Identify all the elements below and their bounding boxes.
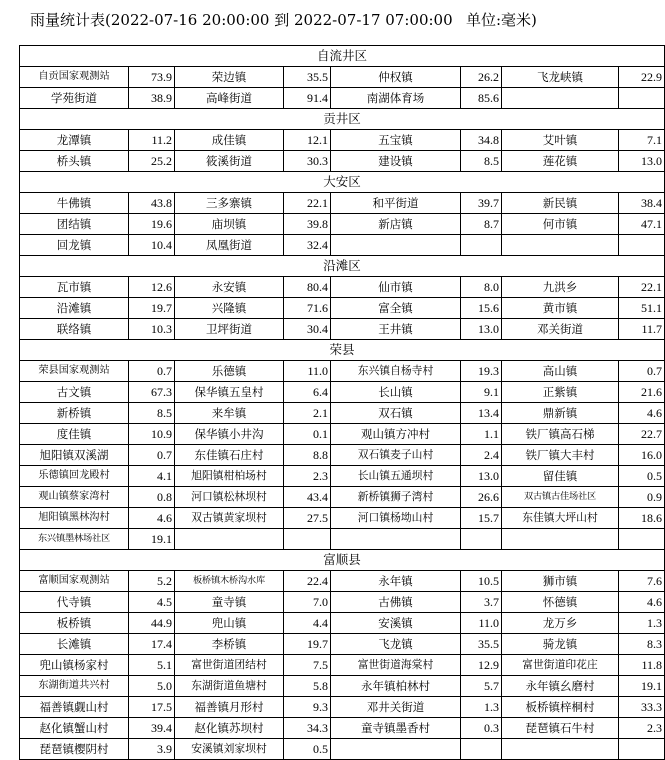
section-title: 富顺县 bbox=[20, 550, 665, 571]
rainfall-value: 39.8 bbox=[284, 214, 331, 235]
station-name: 狮市镇 bbox=[502, 571, 619, 592]
rainfall-value: 25.2 bbox=[129, 151, 175, 172]
rainfall-value: 22.7 bbox=[619, 424, 665, 445]
rainfall-value: 5.0 bbox=[129, 676, 175, 697]
rainfall-value: 1.1 bbox=[461, 424, 502, 445]
station-name: 五宝镇 bbox=[331, 130, 461, 151]
rainfall-value: 12.9 bbox=[461, 655, 502, 676]
rainfall-value: 5.7 bbox=[461, 676, 502, 697]
rainfall-value: 4.4 bbox=[284, 613, 331, 634]
rainfall-value: 19.7 bbox=[284, 634, 331, 655]
rainfall-value: 17.5 bbox=[129, 697, 175, 718]
rainfall-value: 38.9 bbox=[129, 88, 175, 109]
station-name: 铁厂镇大丰村 bbox=[502, 445, 619, 466]
table-row bbox=[20, 193, 665, 214]
rainfall-value: 4.1 bbox=[129, 466, 175, 487]
rainfall-value: 47.1 bbox=[619, 214, 665, 235]
station-name: 瓦市镇 bbox=[20, 277, 129, 298]
section-header-row bbox=[20, 46, 665, 67]
section-header-row bbox=[20, 256, 665, 277]
station-name bbox=[502, 88, 619, 109]
rainfall-value: 22.1 bbox=[619, 277, 665, 298]
station-name: 鼎新镇 bbox=[502, 403, 619, 424]
station-name: 旭阳镇黑林沟村 bbox=[20, 508, 129, 529]
rainfall-value: 11.8 bbox=[619, 655, 665, 676]
rainfall-value: 39.7 bbox=[461, 193, 502, 214]
station-name bbox=[502, 529, 619, 550]
station-name: 赵化镇苏坝村 bbox=[175, 718, 284, 739]
rainfall-value: 18.6 bbox=[619, 508, 665, 529]
station-name: 留佳镇 bbox=[502, 466, 619, 487]
rainfall-value: 0.7 bbox=[129, 445, 175, 466]
table-row bbox=[20, 613, 665, 634]
rainfall-value: 7.6 bbox=[619, 571, 665, 592]
rainfall-value: 2.4 bbox=[461, 445, 502, 466]
rainfall-value: 5.2 bbox=[129, 571, 175, 592]
rainfall-value: 43.4 bbox=[284, 487, 331, 508]
station-name: 永安镇 bbox=[175, 277, 284, 298]
table-row bbox=[20, 235, 665, 256]
rainfall-value: 0.3 bbox=[461, 718, 502, 739]
station-name: 黄市镇 bbox=[502, 298, 619, 319]
section-header-row bbox=[20, 550, 665, 571]
station-name: 安溪镇 bbox=[331, 613, 461, 634]
station-name: 何市镇 bbox=[502, 214, 619, 235]
table-row bbox=[20, 424, 665, 445]
rainfall-value: 4.6 bbox=[129, 508, 175, 529]
rainfall-value: 9.1 bbox=[461, 382, 502, 403]
station-name: 富世街道团结村 bbox=[175, 655, 284, 676]
rainfall-value: 8.0 bbox=[461, 277, 502, 298]
station-name: 东兴镇自杨寺村 bbox=[331, 361, 461, 382]
station-name: 成佳镇 bbox=[175, 130, 284, 151]
rainfall-value: 0.7 bbox=[619, 361, 665, 382]
rainfall-value: 30.4 bbox=[284, 319, 331, 340]
section-title: 自流井区 bbox=[20, 46, 665, 67]
section-header-row bbox=[20, 340, 665, 361]
table-row bbox=[20, 319, 665, 340]
rainfall-value: 8.7 bbox=[461, 214, 502, 235]
station-name: 富世街道印花庄 bbox=[502, 655, 619, 676]
table-row bbox=[20, 403, 665, 424]
station-name: 板桥镇 bbox=[20, 613, 129, 634]
section-title: 荣县 bbox=[20, 340, 665, 361]
rainfall-value bbox=[461, 529, 502, 550]
station-name: 正紫镇 bbox=[502, 382, 619, 403]
section-title: 大安区 bbox=[20, 172, 665, 193]
table-row bbox=[20, 487, 665, 508]
station-name: 龙潭镇 bbox=[20, 130, 129, 151]
rainfall-value: 19.3 bbox=[461, 361, 502, 382]
station-name bbox=[331, 739, 461, 760]
section-header-row bbox=[20, 109, 665, 130]
table-row bbox=[20, 214, 665, 235]
rainfall-value: 10.4 bbox=[129, 235, 175, 256]
station-name: 学苑街道 bbox=[20, 88, 129, 109]
station-name: 福善镇月形村 bbox=[175, 697, 284, 718]
table-row bbox=[20, 655, 665, 676]
station-name: 富全镇 bbox=[331, 298, 461, 319]
rainfall-value: 8.5 bbox=[461, 151, 502, 172]
rainfall-value: 43.8 bbox=[129, 193, 175, 214]
rainfall-value: 4.6 bbox=[619, 403, 665, 424]
rainfall-value: 85.6 bbox=[461, 88, 502, 109]
station-name: 度佳镇 bbox=[20, 424, 129, 445]
station-name: 富世街道海棠村 bbox=[331, 655, 461, 676]
table-title: 雨量统计表(2022-07-16 20:00:00 到 2022-07-17 07:00:00 bbox=[30, 11, 453, 29]
table-row bbox=[20, 88, 665, 109]
station-name: 飞龙峡镇 bbox=[502, 67, 619, 88]
rainfall-value: 22.1 bbox=[284, 193, 331, 214]
rainfall-value: 32.4 bbox=[284, 235, 331, 256]
table-row bbox=[20, 151, 665, 172]
rainfall-value: 0.5 bbox=[619, 466, 665, 487]
station-name: 沿滩镇 bbox=[20, 298, 129, 319]
table-row bbox=[20, 739, 665, 760]
table-row bbox=[20, 592, 665, 613]
station-name: 旭阳镇双溪湖 bbox=[20, 445, 129, 466]
station-name: 双石镇麦子山村 bbox=[331, 445, 461, 466]
table-row bbox=[20, 445, 665, 466]
station-name: 铁厂镇高石梯 bbox=[502, 424, 619, 445]
station-name: 怀德镇 bbox=[502, 592, 619, 613]
station-name: 河口镇松林坝村 bbox=[175, 487, 284, 508]
rainfall-value: 12.6 bbox=[129, 277, 175, 298]
rainfall-value: 0.7 bbox=[129, 361, 175, 382]
rainfall-value: 71.6 bbox=[284, 298, 331, 319]
station-name: 保华镇五皇村 bbox=[175, 382, 284, 403]
station-name: 邓关街道 bbox=[502, 319, 619, 340]
station-name: 东湖街道鱼塘村 bbox=[175, 676, 284, 697]
rainfall-value bbox=[619, 88, 665, 109]
station-name: 童寺镇 bbox=[175, 592, 284, 613]
rainfall-value: 16.0 bbox=[619, 445, 665, 466]
station-name: 自贡国家观测站 bbox=[20, 67, 129, 88]
rainfall-value: 13.0 bbox=[461, 466, 502, 487]
station-name: 桥头镇 bbox=[20, 151, 129, 172]
rainfall-value: 15.6 bbox=[461, 298, 502, 319]
station-name: 童寺镇墨香村 bbox=[331, 718, 461, 739]
station-name: 筱溪街道 bbox=[175, 151, 284, 172]
station-name: 保华镇小井沟 bbox=[175, 424, 284, 445]
station-name: 旭阳镇柑柏场村 bbox=[175, 466, 284, 487]
rainfall-value bbox=[619, 529, 665, 550]
station-name: 卫坪街道 bbox=[175, 319, 284, 340]
station-name: 牛佛镇 bbox=[20, 193, 129, 214]
rainfall-value: 3.7 bbox=[461, 592, 502, 613]
section-header-row bbox=[20, 172, 665, 193]
rainfall-value: 17.4 bbox=[129, 634, 175, 655]
rainfall-value: 1.3 bbox=[461, 697, 502, 718]
rainfall-value: 39.4 bbox=[129, 718, 175, 739]
rainfall-value: 7.1 bbox=[619, 130, 665, 151]
station-name: 联络镇 bbox=[20, 319, 129, 340]
station-name: 三多寨镇 bbox=[175, 193, 284, 214]
rainfall-value: 5.8 bbox=[284, 676, 331, 697]
rainfall-value: 11.0 bbox=[461, 613, 502, 634]
station-name: 新桥镇 bbox=[20, 403, 129, 424]
rainfall-value: 11.7 bbox=[619, 319, 665, 340]
station-name: 永年镇柏林村 bbox=[331, 676, 461, 697]
rainfall-value: 26.6 bbox=[461, 487, 502, 508]
station-name: 安溪镇刘家坝村 bbox=[175, 739, 284, 760]
rainfall-value: 10.5 bbox=[461, 571, 502, 592]
station-name: 长滩镇 bbox=[20, 634, 129, 655]
rainfall-value: 80.4 bbox=[284, 277, 331, 298]
table-row bbox=[20, 697, 665, 718]
station-name: 板桥镇梓桐村 bbox=[502, 697, 619, 718]
rainfall-value: 12.1 bbox=[284, 130, 331, 151]
station-name: 永年镇 bbox=[331, 571, 461, 592]
station-name: 东湖街道共兴村 bbox=[20, 676, 129, 697]
rainfall-value: 91.4 bbox=[284, 88, 331, 109]
rainfall-value: 44.9 bbox=[129, 613, 175, 634]
rainfall-value: 3.9 bbox=[129, 739, 175, 760]
rainfall-value: 10.3 bbox=[129, 319, 175, 340]
rainfall-value: 4.6 bbox=[619, 592, 665, 613]
station-name: 新桥镇狮子湾村 bbox=[331, 487, 461, 508]
rainfall-value bbox=[619, 739, 665, 760]
rainfall-value: 4.5 bbox=[129, 592, 175, 613]
rainfall-value: 51.1 bbox=[619, 298, 665, 319]
rainfall-value: 6.4 bbox=[284, 382, 331, 403]
table-row bbox=[20, 130, 665, 151]
rainfall-value: 19.6 bbox=[129, 214, 175, 235]
station-name: 双石镇 bbox=[331, 403, 461, 424]
rainfall-value: 35.5 bbox=[284, 67, 331, 88]
rainfall-value bbox=[284, 529, 331, 550]
rainfall-value: 0.8 bbox=[129, 487, 175, 508]
station-name: 长山镇五通坝村 bbox=[331, 466, 461, 487]
rainfall-value: 2.3 bbox=[284, 466, 331, 487]
table-row bbox=[20, 676, 665, 697]
rainfall-value: 21.6 bbox=[619, 382, 665, 403]
rainfall-value: 0.9 bbox=[619, 487, 665, 508]
rainfall-value: 7.5 bbox=[284, 655, 331, 676]
rainfall-value bbox=[461, 235, 502, 256]
section-title: 沿滩区 bbox=[20, 256, 665, 277]
table-row bbox=[20, 718, 665, 739]
station-name: 邓井关街道 bbox=[331, 697, 461, 718]
station-name: 龙万乡 bbox=[502, 613, 619, 634]
station-name: 凤凰街道 bbox=[175, 235, 284, 256]
station-name: 仙市镇 bbox=[331, 277, 461, 298]
rainfall-value: 27.5 bbox=[284, 508, 331, 529]
rainfall-value: 19.1 bbox=[129, 529, 175, 550]
station-name: 庙坝镇 bbox=[175, 214, 284, 235]
station-name: 福善镇觑山村 bbox=[20, 697, 129, 718]
rainfall-value bbox=[619, 235, 665, 256]
station-name: 河口镇杨坳山村 bbox=[331, 508, 461, 529]
station-name: 李桥镇 bbox=[175, 634, 284, 655]
station-name: 高山镇 bbox=[502, 361, 619, 382]
table-row bbox=[20, 529, 665, 550]
station-name: 王井镇 bbox=[331, 319, 461, 340]
rainfall-table bbox=[19, 45, 665, 760]
rainfall-value: 38.4 bbox=[619, 193, 665, 214]
rainfall-value: 33.3 bbox=[619, 697, 665, 718]
station-name: 新民镇 bbox=[502, 193, 619, 214]
rainfall-value: 13.4 bbox=[461, 403, 502, 424]
table-title-bar bbox=[0, 0, 610, 40]
station-name: 和平街道 bbox=[331, 193, 461, 214]
station-name: 永年镇幺磨村 bbox=[502, 676, 619, 697]
station-name: 琵琶镇樱阴村 bbox=[20, 739, 129, 760]
rainfall-value: 73.9 bbox=[129, 67, 175, 88]
rainfall-value: 13.0 bbox=[461, 319, 502, 340]
station-name: 新店镇 bbox=[331, 214, 461, 235]
station-name bbox=[175, 529, 284, 550]
rainfall-value: 22.9 bbox=[619, 67, 665, 88]
rainfall-value: 8.8 bbox=[284, 445, 331, 466]
station-name: 飞龙镇 bbox=[331, 634, 461, 655]
rainfall-value: 1.3 bbox=[619, 613, 665, 634]
station-name bbox=[502, 235, 619, 256]
station-name: 仲权镇 bbox=[331, 67, 461, 88]
rainfall-value: 26.2 bbox=[461, 67, 502, 88]
station-name bbox=[331, 235, 461, 256]
rainfall-value: 5.1 bbox=[129, 655, 175, 676]
rainfall-value: 8.5 bbox=[129, 403, 175, 424]
station-name: 双古镇黄家坝村 bbox=[175, 508, 284, 529]
station-name: 双古镇古佳场社区 bbox=[502, 487, 619, 508]
station-name: 九洪乡 bbox=[502, 277, 619, 298]
station-name: 观山镇蔡家湾村 bbox=[20, 487, 129, 508]
station-name: 乐德镇 bbox=[175, 361, 284, 382]
rainfall-value: 67.3 bbox=[129, 382, 175, 403]
station-name: 东佳镇大坪山村 bbox=[502, 508, 619, 529]
station-name: 富顺国家观测站 bbox=[20, 571, 129, 592]
rainfall-value: 0.1 bbox=[284, 424, 331, 445]
station-name: 莲花镇 bbox=[502, 151, 619, 172]
station-name: 板桥镇木桥沟水库 bbox=[175, 571, 284, 592]
rainfall-value: 9.3 bbox=[284, 697, 331, 718]
rainfall-value: 34.8 bbox=[461, 130, 502, 151]
rainfall-value: 11.0 bbox=[284, 361, 331, 382]
station-name: 南湖体育场 bbox=[331, 88, 461, 109]
rainfall-value: 19.7 bbox=[129, 298, 175, 319]
station-name: 艾叶镇 bbox=[502, 130, 619, 151]
station-name: 观山镇方冲村 bbox=[331, 424, 461, 445]
station-name: 回龙镇 bbox=[20, 235, 129, 256]
station-name: 乐德镇回龙殿村 bbox=[20, 466, 129, 487]
section-title: 贡井区 bbox=[20, 109, 665, 130]
table-row bbox=[20, 571, 665, 592]
unit-label: 单位:毫米) bbox=[466, 11, 537, 29]
station-name: 高峰街道 bbox=[175, 88, 284, 109]
rainfall-value: 2.1 bbox=[284, 403, 331, 424]
station-name: 长山镇 bbox=[331, 382, 461, 403]
rainfall-value: 19.1 bbox=[619, 676, 665, 697]
station-name: 东佳镇石庄村 bbox=[175, 445, 284, 466]
rainfall-value: 15.7 bbox=[461, 508, 502, 529]
rainfall-value: 30.3 bbox=[284, 151, 331, 172]
station-name: 琵琶镇石牛村 bbox=[502, 718, 619, 739]
rainfall-value: 7.0 bbox=[284, 592, 331, 613]
rainfall-value: 2.3 bbox=[619, 718, 665, 739]
table-row bbox=[20, 298, 665, 319]
station-name: 荣边镇 bbox=[175, 67, 284, 88]
table-row bbox=[20, 67, 665, 88]
rainfall-value: 10.9 bbox=[129, 424, 175, 445]
station-name: 赵化镇蟹山村 bbox=[20, 718, 129, 739]
station-name: 来牟镇 bbox=[175, 403, 284, 424]
station-name: 荣县国家观测站 bbox=[20, 361, 129, 382]
station-name: 团结镇 bbox=[20, 214, 129, 235]
table-row bbox=[20, 466, 665, 487]
table-row bbox=[20, 277, 665, 298]
station-name bbox=[502, 739, 619, 760]
station-name: 代寺镇 bbox=[20, 592, 129, 613]
table-row bbox=[20, 361, 665, 382]
rainfall-value: 0.5 bbox=[284, 739, 331, 760]
rainfall-value: 13.0 bbox=[619, 151, 665, 172]
station-name: 东兴镇墨林场社区 bbox=[20, 529, 129, 550]
station-name: 古佛镇 bbox=[331, 592, 461, 613]
rainfall-value: 22.4 bbox=[284, 571, 331, 592]
station-name: 建设镇 bbox=[331, 151, 461, 172]
station-name: 兜山镇杨家村 bbox=[20, 655, 129, 676]
station-name: 骑龙镇 bbox=[502, 634, 619, 655]
rainfall-value: 35.5 bbox=[461, 634, 502, 655]
rainfall-value bbox=[461, 739, 502, 760]
station-name: 古文镇 bbox=[20, 382, 129, 403]
rainfall-value: 8.3 bbox=[619, 634, 665, 655]
station-name bbox=[331, 529, 461, 550]
rainfall-value: 11.2 bbox=[129, 130, 175, 151]
rainfall-value: 34.3 bbox=[284, 718, 331, 739]
table-row bbox=[20, 634, 665, 655]
table-row bbox=[20, 382, 665, 403]
table-row bbox=[20, 508, 665, 529]
station-name: 兴隆镇 bbox=[175, 298, 284, 319]
station-name: 兜山镇 bbox=[175, 613, 284, 634]
